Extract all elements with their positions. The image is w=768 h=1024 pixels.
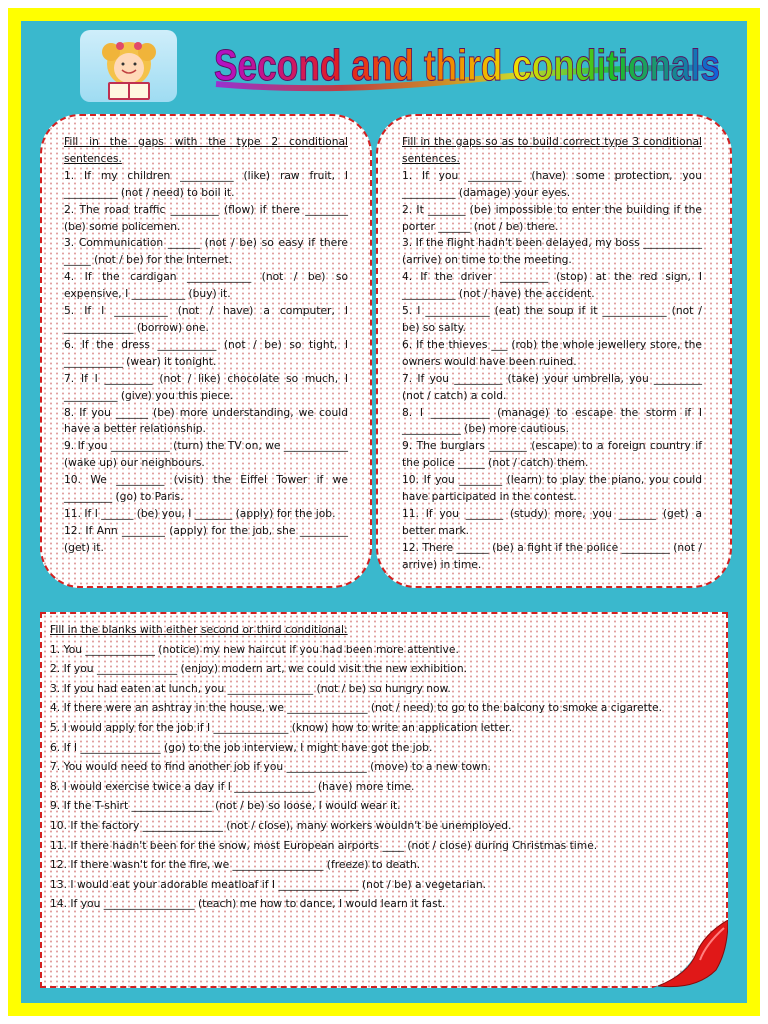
list-item: 2. It _______ (be) impossible to enter the building if the porter ______ (not / be) there. bbox=[402, 202, 702, 233]
list-item: 12. If there wasn't for the fire, we _________________ (freeze) to death. bbox=[50, 858, 421, 872]
page-title bbox=[208, 22, 728, 102]
list-item: 11. If I ______ (be) you, I _______ (apply) for the job. bbox=[64, 506, 336, 520]
list-item: 9. If the T-shirt _______________ (not / be) so loose, I would wear it. bbox=[50, 799, 401, 813]
list-item: 1. If you __________ (have) some protection, you __________ (damage) your eyes. bbox=[402, 168, 702, 199]
list-item: 4. If the cardigan ____________ (not / be) so expensive, I __________ (buy) it. bbox=[64, 270, 348, 301]
list-item: 5. I would apply for the job if I ______________ (know) how to write an application letter. bbox=[50, 720, 512, 734]
svg-text:Second and third conditionals: Second and third conditionals bbox=[214, 41, 720, 90]
instruction: Fill in the gaps so as to build correct type 3 conditional sentences. bbox=[402, 135, 702, 165]
list-item: 7. If I _________ (not / like) chocolate so much, I __________ (give) you this piece. bbox=[64, 371, 348, 402]
list-item: 3. If the flight hadn't been delayed, my boss ___________ (arrive) on time to the meeting. bbox=[402, 236, 702, 267]
list-item: 9. The burglars _______ (escape) to a foreign country if the police _____ (not / catch) them. bbox=[402, 439, 702, 470]
list-item: 13. I would eat your adorable meatloaf if I _______________ (not / be) a vegetarian. bbox=[50, 877, 487, 891]
list-item: 8. I ___________ (manage) to escape the storm if I ___________ (be) more cautious. bbox=[402, 405, 702, 436]
page-curl-icon bbox=[646, 920, 728, 990]
list-item: 5. If I __________ (not / have) a computer, I _____________ (borrow) one. bbox=[64, 304, 348, 334]
list-item: 10. If the factory _______________ (not / close), many workers wouldn't be unemployed. bbox=[50, 818, 512, 832]
list-item: 9. If you ___________ (turn) the TV on, we ____________ (wake up) our neighbours. bbox=[64, 439, 348, 470]
list-item: 11. If you _______ (study) more, you _______ (get) a better mark. bbox=[402, 506, 702, 537]
list-item: 8. I would exercise twice a day if I _______________ (have) more time. bbox=[50, 779, 415, 793]
list-item: 4. If there were an ashtray in the house, we _______________ (not / need) to go to the balcony to smoke a cigarette. bbox=[50, 701, 662, 715]
list-item: 12. There ______ (be) a fight if the police _________ (not / arrive) in time. bbox=[402, 540, 702, 571]
list-item: 1. You _____________ (notice) my new haircut if you had been more attentive. bbox=[50, 642, 459, 656]
list-item: 1. If my children __________ (like) raw fruit, I __________ (not / need) to boil it. bbox=[64, 168, 348, 199]
girl-reading-book-picture bbox=[80, 30, 177, 102]
list-item: 6. If I _______________ (go) to the job interview, I might have got the job. bbox=[50, 740, 433, 754]
list-item: 10. We _________ (visit) the Eiffel Tower if we _________ (go) to Paris. bbox=[64, 473, 348, 504]
list-item: 3. If you had eaten at lunch, you ________________ (not / be) so hungry now. bbox=[50, 681, 451, 695]
list-item: 3. Communication ______ (not / be) so easy if there _____ (not / be) for the Internet. bbox=[64, 236, 348, 267]
instruction: Fill in the blanks with either second or third conditional: bbox=[50, 623, 348, 636]
instruction: Fill in the gaps with the type 2 conditional sentences. bbox=[64, 135, 348, 165]
list-item: 10. If you ________ (learn) to play the piano, you could have participated in the contest. bbox=[402, 473, 702, 504]
list-item: 7. If you _________ (take) your umbrella, you _________ (not / catch) a cold. bbox=[402, 371, 702, 402]
list-item: 6. If the thieves ___ (rob) the whole jewellery store, the owners would have been ruined. bbox=[402, 337, 702, 368]
exercise-panel-type3 bbox=[376, 114, 732, 588]
list-item: 14. If you _________________ (teach) me how to dance, I would learn it fast. bbox=[50, 897, 446, 911]
list-item: 2. The road traffic _________ (flow) if there ________ (be) some policemen. bbox=[64, 202, 348, 233]
list-item: 5. I ____________ (eat) the soup if it ____________ (not / be) so salty. bbox=[402, 304, 702, 334]
list-item: 11. If there hadn't been for the snow, most European airports ____ (not / close) during Christmas time. bbox=[50, 838, 598, 852]
list-item: 12. If Ann ________ (apply) for the job, she _________ (get) it. bbox=[64, 523, 348, 554]
exercise-panel-mixed bbox=[40, 612, 728, 988]
list-item: 8. If you ______ (be) more understanding, we could have a better relationship. bbox=[64, 405, 348, 436]
exercise-panel-type2 bbox=[40, 114, 372, 588]
list-item: 7. You would need to find another job if you _______________ (move) to a new town. bbox=[50, 760, 491, 774]
list-item: 6. If the dress ___________ (not / be) so tight, I ___________ (wear) it tonight. bbox=[64, 337, 348, 368]
list-item: 2. If you _______________ (enjoy) modern art, we could visit the new exhibition. bbox=[50, 662, 467, 676]
list-item: 4. If the driver _________ (stop) at the red sign, I __________ (not / have) the accident. bbox=[402, 270, 702, 301]
